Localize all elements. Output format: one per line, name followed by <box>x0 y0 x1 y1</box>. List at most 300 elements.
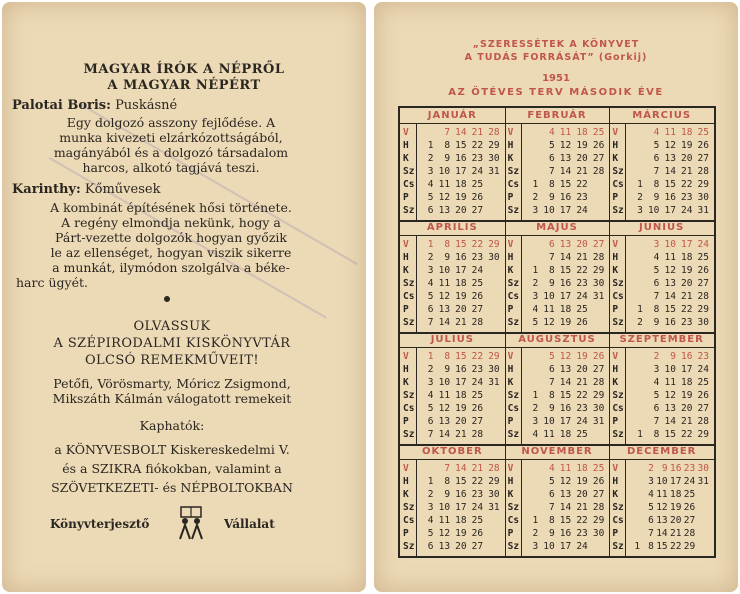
day-number: 12 <box>438 528 451 539</box>
day-number: 4 <box>648 489 654 500</box>
day-number: 23 <box>471 252 484 263</box>
weekday-letter: H <box>507 140 514 151</box>
weekday-letter: Cs <box>612 515 624 526</box>
day-number: 10 <box>543 416 555 427</box>
promo-heading-line: OLCSÓ REMEKMŰVEIT! <box>84 353 260 368</box>
day-number: 21 <box>455 429 467 440</box>
day-number: 12 <box>559 140 572 151</box>
weekday-letter: H <box>403 476 409 487</box>
day-number: 5 <box>653 140 660 151</box>
month-block <box>400 220 505 332</box>
day-number: 30 <box>488 153 500 164</box>
day-number: 7 <box>548 252 555 263</box>
day-number: 28 <box>471 317 484 328</box>
day-number: 20 <box>455 416 467 427</box>
weekday-letter: V <box>612 351 619 362</box>
day-number: 24 <box>697 239 709 250</box>
day-number: 12 <box>664 390 676 401</box>
day-number: 26 <box>576 317 588 328</box>
weekday-letter: Cs <box>612 291 624 302</box>
weekday-letter: K <box>507 265 514 276</box>
day-number: 15 <box>455 239 467 250</box>
day-number: 2 <box>532 403 539 414</box>
month-block <box>400 332 505 444</box>
entry-2-description <box>12 200 330 290</box>
day-number: 1 <box>637 304 643 315</box>
day-number: 13 <box>559 489 572 500</box>
weekday-letter: Sz <box>403 541 415 552</box>
day-number: 23 <box>681 192 693 203</box>
day-number: 10 <box>656 476 668 487</box>
day-number: 1 <box>637 179 643 190</box>
month-block <box>400 444 505 556</box>
day-number: 24 <box>697 364 709 375</box>
day-number: 29 <box>488 351 500 362</box>
day-number: 15 <box>559 179 572 190</box>
day-number: 10 <box>438 377 451 388</box>
day-number: 11 <box>664 377 676 388</box>
day-number: 1 <box>427 239 434 250</box>
day-number: 4 <box>427 179 434 190</box>
day-number: 5 <box>653 265 660 276</box>
day-number: 8 <box>444 140 451 151</box>
weekday-column-rule <box>521 123 522 220</box>
day-number: 9 <box>444 252 451 263</box>
day-number: 17 <box>559 205 572 216</box>
weekday-letter: P <box>612 528 619 539</box>
day-number: 23 <box>576 403 588 414</box>
day-number: 19 <box>559 317 572 328</box>
day-number: 5 <box>427 291 434 302</box>
weekday-letter: V <box>507 463 514 474</box>
day-number: 9 <box>653 192 660 203</box>
day-number: 15 <box>455 140 467 151</box>
weekday-letter: V <box>403 127 409 138</box>
day-number: 6 <box>548 489 555 500</box>
weekday-letter: V <box>507 239 514 250</box>
weekday-letter: Cs <box>507 403 520 414</box>
weekday-letter: K <box>403 265 409 276</box>
weekday-column-rule <box>625 347 626 444</box>
day-number: 26 <box>592 140 605 151</box>
day-number: 16 <box>664 192 676 203</box>
day-number: 13 <box>438 304 451 315</box>
month-name: OKTÓBER <box>421 446 483 457</box>
day-number: 12 <box>543 317 555 328</box>
day-number: 23 <box>697 351 709 362</box>
day-number: 23 <box>471 153 484 164</box>
weekday-letter: Sz <box>507 317 520 328</box>
day-number: 7 <box>548 377 555 388</box>
weekday-letter: P <box>403 416 409 427</box>
weekday-letter: H <box>612 140 619 151</box>
weekday-letter: Cs <box>403 179 415 190</box>
entry-1-line: harcos, alkotó tagjává teszi. <box>82 160 260 175</box>
day-number: 29 <box>697 304 709 315</box>
calendar-subtitle: AZ ÖTÉVES TERV MÁSODIK ÉVE <box>448 87 664 98</box>
day-number: 8 <box>548 179 555 190</box>
day-number: 9 <box>653 317 660 328</box>
weekday-column-rule <box>625 123 626 220</box>
day-number: 18 <box>681 127 693 138</box>
day-number: 13 <box>438 416 451 427</box>
day-number: 26 <box>697 390 709 401</box>
day-number: 10 <box>438 166 451 177</box>
day-number: 17 <box>455 377 467 388</box>
day-number: 8 <box>548 265 555 276</box>
day-number: 7 <box>427 317 434 328</box>
day-number: 8 <box>653 179 660 190</box>
day-number: 27 <box>592 364 605 375</box>
day-number: 14 <box>455 463 467 474</box>
day-number: 27 <box>697 278 709 289</box>
month-block <box>609 108 714 220</box>
day-number: 26 <box>592 476 605 487</box>
weekday-letter: Cs <box>612 179 624 190</box>
day-number: 21 <box>471 127 484 138</box>
day-number: 5 <box>653 390 660 401</box>
day-number: 30 <box>488 364 500 375</box>
day-number: 26 <box>471 192 484 203</box>
day-number: 20 <box>576 239 588 250</box>
weekday-letter: P <box>507 304 514 315</box>
day-number: 2 <box>532 528 539 539</box>
day-number: 21 <box>576 252 588 263</box>
day-number: 10 <box>647 205 660 216</box>
day-number: 31 <box>488 166 500 177</box>
day-number: 12 <box>559 476 572 487</box>
day-number: 3 <box>532 541 539 552</box>
day-number: 28 <box>592 502 605 513</box>
authors-line: Petőfi, Vörösmarty, Móricz Zsigmond, <box>53 376 291 391</box>
day-number: 2 <box>427 153 434 164</box>
day-number: 14 <box>664 416 676 427</box>
day-number: 9 <box>548 403 555 414</box>
weekday-letter: K <box>403 377 409 388</box>
day-number: 28 <box>697 166 709 177</box>
weekday-letter: K <box>403 489 409 500</box>
day-number: 15 <box>559 265 572 276</box>
weekday-letter: Sz <box>612 166 624 177</box>
day-number: 17 <box>681 364 693 375</box>
day-number: 14 <box>455 127 467 138</box>
day-number: 3 <box>653 364 660 375</box>
day-number: 25 <box>471 390 484 401</box>
entry-2-author: Karinthy: <box>12 182 81 197</box>
day-number: 27 <box>697 403 709 414</box>
day-number: 2 <box>427 364 434 375</box>
day-number: 26 <box>471 291 484 302</box>
entry-2-line: Párt-vezette dolgozók hogyan győzik <box>55 230 287 245</box>
day-number: 3 <box>427 265 434 276</box>
day-number: 15 <box>656 541 668 552</box>
day-number: 2 <box>637 317 643 328</box>
weekday-letter: P <box>612 416 619 427</box>
weekday-letter: Sz <box>612 205 624 216</box>
entry-2-line: A kombinát építésének hősi története. <box>50 200 292 215</box>
entry-2-line: le az ellenséget, hogyan viszik sikerre <box>50 245 292 260</box>
day-number: 16 <box>559 192 572 203</box>
weekday-letter: H <box>403 252 409 263</box>
day-number: 23 <box>576 278 588 289</box>
day-number: 11 <box>543 304 555 315</box>
month-block <box>505 220 610 332</box>
authors-line: Mikszáth Kálmán válogatott remekeit <box>52 391 292 406</box>
calendar-grid <box>398 106 716 558</box>
day-number: 18 <box>559 429 572 440</box>
day-number: 25 <box>683 489 696 500</box>
day-number: 28 <box>471 429 484 440</box>
day-number: 4 <box>532 304 539 315</box>
day-number: 20 <box>455 541 467 552</box>
day-number: 23 <box>576 192 588 203</box>
day-number: 18 <box>681 252 693 263</box>
day-number: 8 <box>653 429 660 440</box>
day-number: 22 <box>681 304 693 315</box>
available-line: SZÖVETKEZETI- és NÉPBOLTOKBAN <box>51 480 293 495</box>
month-block <box>505 332 610 444</box>
day-number: 13 <box>438 205 451 216</box>
month-name: NOVEMBER <box>521 446 593 457</box>
day-number: 12 <box>656 502 668 513</box>
day-number: 6 <box>653 153 660 164</box>
day-number: 14 <box>559 377 572 388</box>
weekday-letter: H <box>403 364 409 375</box>
month-name: MÁRCIUS <box>632 110 692 121</box>
day-number: 3 <box>427 502 434 513</box>
day-number: 13 <box>664 278 676 289</box>
day-number: 6 <box>427 304 434 315</box>
day-number: 10 <box>438 502 451 513</box>
weekday-letter: K <box>612 377 619 388</box>
day-number: 9 <box>548 192 555 203</box>
weekday-letter: Sz <box>507 278 520 289</box>
day-number: 9 <box>444 364 451 375</box>
available-line: és a SZIKRA fiókokban, valamint a <box>62 461 282 476</box>
day-number: 6 <box>427 541 434 552</box>
day-number: 15 <box>455 351 467 362</box>
promo-heading <box>2 318 342 369</box>
day-number: 9 <box>444 489 451 500</box>
day-number: 31 <box>488 377 500 388</box>
day-number: 17 <box>559 541 572 552</box>
day-number: 19 <box>576 351 588 362</box>
promo-heading-line: OLVASSUK <box>133 319 211 334</box>
day-number: 1 <box>634 541 641 552</box>
day-number: 2 <box>637 192 643 203</box>
day-number: 20 <box>576 364 588 375</box>
entry-2-work: Kőművesek <box>84 182 161 197</box>
month-name: JÚNIUS <box>639 222 685 233</box>
day-number: 1 <box>532 390 539 401</box>
day-number: 1 <box>532 265 539 276</box>
day-number: 17 <box>669 476 682 487</box>
day-number: 18 <box>559 304 572 315</box>
month-block <box>609 444 714 556</box>
day-number: 4 <box>532 429 539 440</box>
day-number: 19 <box>576 476 588 487</box>
day-number: 7 <box>548 502 555 513</box>
day-number: 3 <box>532 416 539 427</box>
day-number: 17 <box>559 291 572 302</box>
entry-1-line: magányából és a dolgozó társadalom <box>53 145 289 160</box>
day-number: 31 <box>488 502 500 513</box>
weekday-letter: H <box>612 476 619 487</box>
day-number: 15 <box>664 304 676 315</box>
day-number: 1 <box>427 351 434 362</box>
weekday-column-rule <box>521 235 522 332</box>
day-number: 21 <box>576 377 588 388</box>
day-number: 4 <box>427 390 434 401</box>
weekday-column-rule <box>625 459 626 556</box>
weekday-letter: Sz <box>507 429 520 440</box>
day-number: 24 <box>471 166 484 177</box>
day-number: 30 <box>592 528 605 539</box>
day-number: 22 <box>681 429 693 440</box>
month-name: JÚLIUS <box>430 334 474 345</box>
weekday-letter: V <box>507 351 514 362</box>
month-name: SZEPTEMBER <box>619 334 704 345</box>
day-number: 13 <box>559 364 572 375</box>
day-number: 27 <box>471 304 484 315</box>
day-number: 20 <box>455 304 467 315</box>
day-number: 25 <box>576 304 588 315</box>
weekday-column-rule <box>521 347 522 444</box>
weekday-letter: Cs <box>403 515 415 526</box>
motto-line: „SZERESSÉTEK A KÖNYVET <box>472 39 640 50</box>
day-number: 15 <box>664 179 676 190</box>
day-number: 30 <box>697 317 709 328</box>
day-number: 22 <box>669 541 682 552</box>
available-label: Kaphatók: <box>139 418 205 433</box>
weekday-letter: Sz <box>507 205 520 216</box>
entry-2-line: A regény elmondja nekünk, hogy a <box>61 215 281 230</box>
day-number: 19 <box>681 390 693 401</box>
day-number: 4 <box>653 377 660 388</box>
weekday-letter: P <box>612 192 619 203</box>
day-number: 28 <box>683 528 696 539</box>
day-number: 6 <box>427 416 434 427</box>
day-number: 21 <box>471 463 484 474</box>
entry-1-description <box>12 115 330 175</box>
weekday-letter: Cs <box>507 515 520 526</box>
month-name: FEBRUÁR <box>527 110 587 121</box>
day-number: 31 <box>592 291 605 302</box>
day-number: 14 <box>559 252 572 263</box>
day-number: 16 <box>559 278 572 289</box>
day-number: 20 <box>681 153 693 164</box>
day-number: 1 <box>532 515 539 526</box>
weekday-letter: P <box>403 528 409 539</box>
day-number: 17 <box>455 166 467 177</box>
weekday-letter: P <box>507 528 514 539</box>
day-number: 5 <box>427 403 434 414</box>
day-number: 3 <box>653 239 660 250</box>
day-number: 27 <box>592 239 605 250</box>
day-number: 5 <box>548 351 555 362</box>
day-number: 27 <box>471 416 484 427</box>
day-number: 15 <box>559 515 572 526</box>
day-number: 8 <box>648 541 654 552</box>
day-number: 6 <box>548 239 555 250</box>
day-number: 7 <box>648 528 654 539</box>
day-number: 29 <box>592 390 605 401</box>
day-number: 19 <box>455 403 467 414</box>
day-number: 4 <box>427 278 434 289</box>
day-number: 6 <box>653 403 660 414</box>
day-number: 1 <box>532 179 539 190</box>
weekday-letter: P <box>403 192 409 203</box>
day-number: 16 <box>681 351 693 362</box>
weekday-letter: V <box>612 463 619 474</box>
day-number: 20 <box>576 153 588 164</box>
day-number: 15 <box>559 390 572 401</box>
day-number: 28 <box>592 252 605 263</box>
weekday-letter: Cs <box>507 291 520 302</box>
day-number: 23 <box>576 528 588 539</box>
day-number: 29 <box>488 239 500 250</box>
entry-1-line: Egy dolgozó asszony fejlődése. A <box>66 115 276 130</box>
weekday-letter: H <box>507 364 514 375</box>
day-number: 9 <box>661 463 668 474</box>
day-number: 22 <box>576 390 588 401</box>
weekday-letter: K <box>507 489 514 500</box>
day-number: 30 <box>488 252 500 263</box>
day-number: 6 <box>648 515 654 526</box>
day-number: 1 <box>427 140 434 151</box>
day-number: 14 <box>438 317 451 328</box>
day-number: 19 <box>455 192 467 203</box>
day-number: 11 <box>559 127 572 138</box>
weekday-letter: K <box>612 153 619 164</box>
weekday-letter: P <box>612 304 619 315</box>
day-number: 5 <box>427 192 434 203</box>
weekday-letter: V <box>612 127 619 138</box>
day-number: 17 <box>559 416 572 427</box>
weekday-letter: V <box>403 239 409 250</box>
day-number: 16 <box>455 364 467 375</box>
weekday-letter: Sz <box>403 317 415 328</box>
day-number: 11 <box>664 127 676 138</box>
weekday-letter: Sz <box>612 429 624 440</box>
day-number: 3 <box>648 476 654 487</box>
weekday-letter: Cs <box>507 179 520 190</box>
day-number: 29 <box>697 179 709 190</box>
day-number: 8 <box>548 390 555 401</box>
day-number: 28 <box>697 291 709 302</box>
month-block <box>505 444 610 556</box>
weekday-letter: Sz <box>507 390 520 401</box>
day-number: 13 <box>664 153 676 164</box>
day-number: 17 <box>664 205 676 216</box>
day-number: 3 <box>427 166 434 177</box>
day-number: 24 <box>683 476 696 487</box>
day-number: 17 <box>455 502 467 513</box>
weekday-letter: Sz <box>612 317 624 328</box>
day-number: 17 <box>455 265 467 276</box>
weekday-letter: Sz <box>612 390 624 401</box>
day-number: 13 <box>438 541 451 552</box>
footer-company-left: Könyvterjesztő <box>50 517 150 531</box>
weekday-column-rule <box>416 459 417 556</box>
day-number: 15 <box>664 429 676 440</box>
day-number: 25 <box>576 429 588 440</box>
day-number: 21 <box>576 166 588 177</box>
day-number: 25 <box>697 127 709 138</box>
day-number: 11 <box>656 489 668 500</box>
day-number: 16 <box>455 489 467 500</box>
day-number: 21 <box>681 416 693 427</box>
